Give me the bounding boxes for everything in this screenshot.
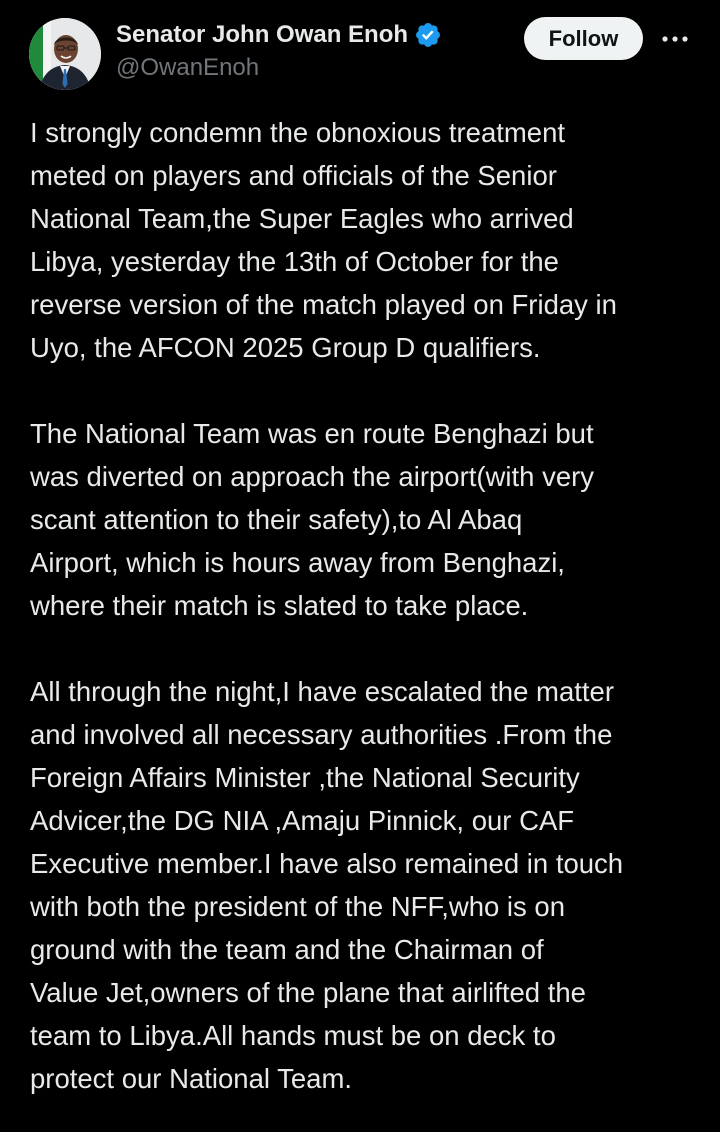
more-options-button[interactable]: [658, 22, 692, 56]
author-avatar[interactable]: [29, 18, 101, 90]
tweet-text: [30, 111, 700, 1100]
author-handle[interactable]: @OwanEnoh: [116, 54, 260, 81]
tweet-paragraph-3: All through the night,I have escalated the matter and involved all necessary authorities .From the Foreign Affairs Minister ,the National Security Advicer,the DG NIA ,Amaju Pinnick, our CAF Executive member.I have also remained in touch with both the president of the NFF,who is on ground with the team and the Chairman of Value Jet,owners of the plane that airlifted the team to Libya.All hands must be on deck to protect our National Team.: [30, 676, 624, 1094]
verified-badge-icon: [414, 21, 442, 49]
tweet-paragraph-1: I strongly condemn the obnoxious treatment meted on players and officials of the Senior National Team,the Super Eagles who arrived Libya, yesterday the 13th of October for the reverse version of the match played on Friday in Uyo, the AFCON 2025 Group D qualifiers.: [30, 117, 617, 363]
tweet-paragraph-2: The National Team was en route Benghazi but was diverted on approach the airport(with very scant attention to their safety),to Al Abaq Airport, which is hours away from Benghazi, where their match is slated to take place.: [30, 418, 595, 621]
follow-button[interactable]: Follow: [524, 17, 643, 60]
author-display-name[interactable]: Senator John Owan Enoh: [116, 21, 409, 48]
more-horizontal-icon: [661, 34, 689, 44]
author-name-row[interactable]: [116, 18, 442, 52]
